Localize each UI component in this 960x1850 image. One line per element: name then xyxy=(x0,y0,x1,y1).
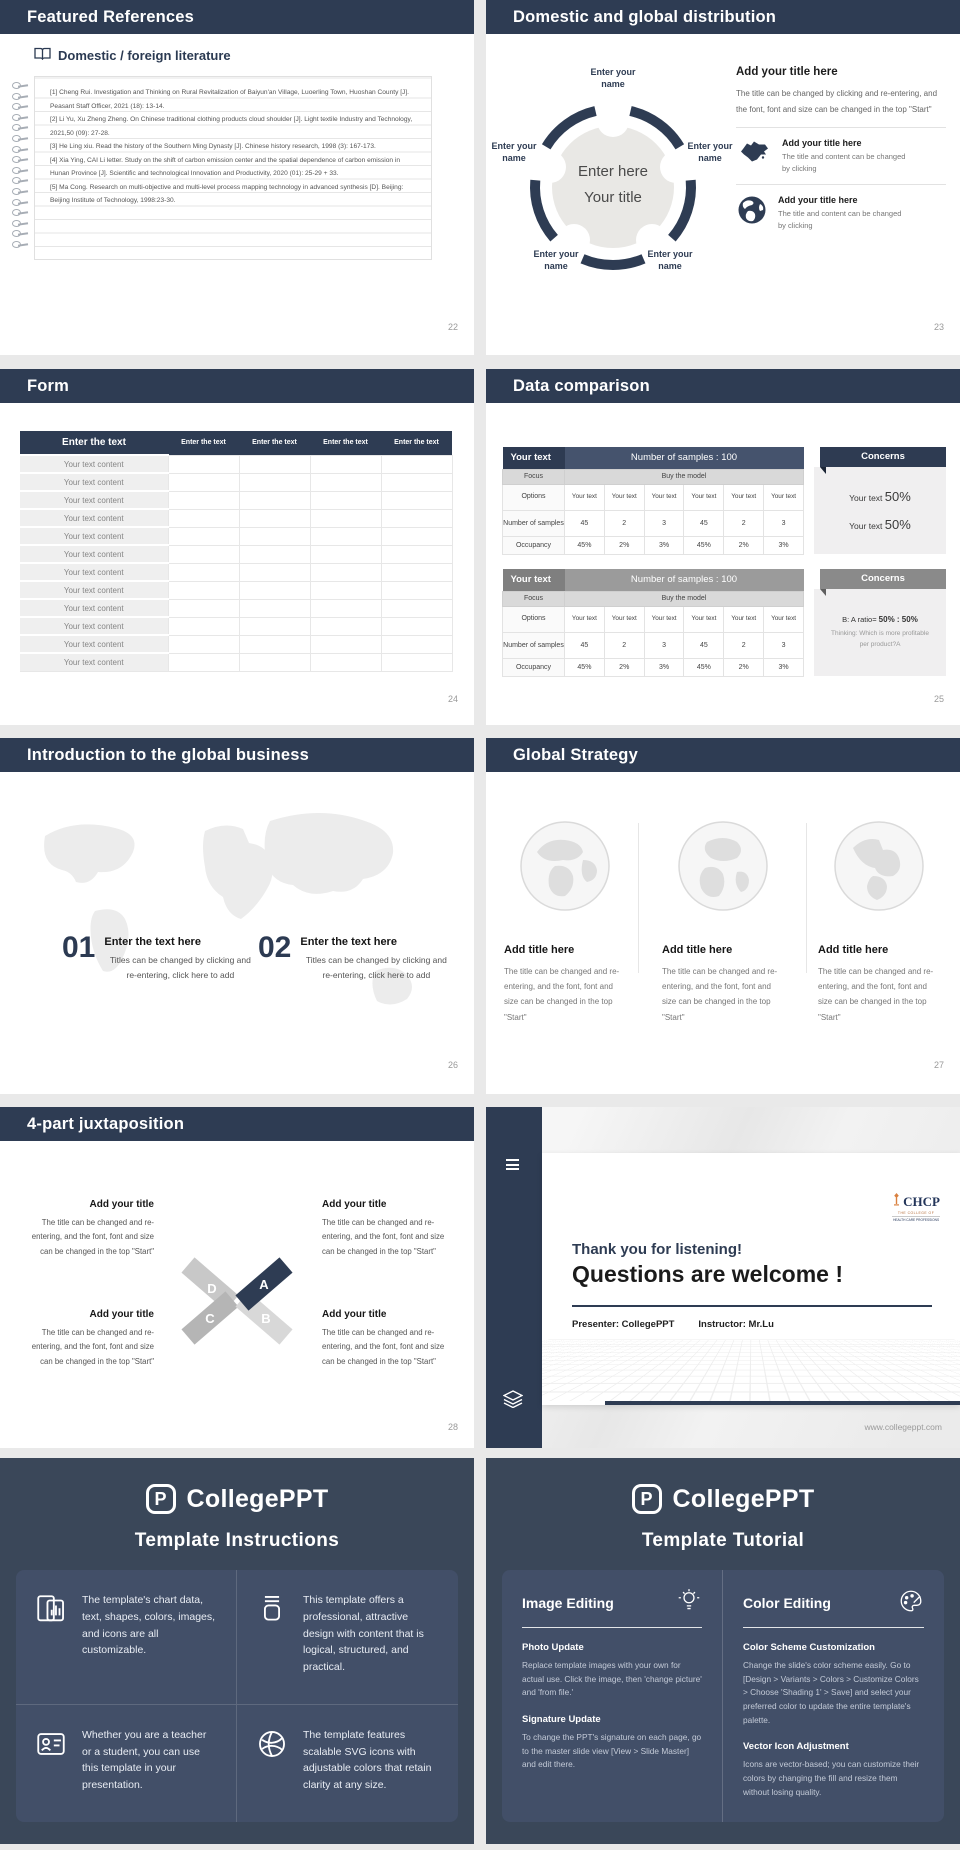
column-heading: Add title here xyxy=(504,944,575,956)
section-body: To change the PPT's signature on each page, go to the master slide view [View > Slide Master] and edit there. xyxy=(522,1732,702,1770)
thank-you-page xyxy=(542,1153,960,1405)
instruction-cell: The template features scalable SVG icons with adjustable colors that retain clarity at any size. xyxy=(237,1705,458,1822)
slide-title: Domestic and global distribution xyxy=(486,0,960,34)
reference-item: [3] He Ling xiu. Read the history of the Southern Ming Dynasty [J]. Chinese history research, 1998 (3): 167-173. xyxy=(50,143,376,150)
table-row: Your text content xyxy=(20,473,452,491)
id-badge-icon xyxy=(34,1727,68,1766)
collegeppt-logo xyxy=(486,1458,960,1514)
list-item xyxy=(736,195,946,231)
table-row: Your text content xyxy=(20,509,452,527)
page-number: 28 xyxy=(447,1422,458,1432)
slide-4-part-juxtaposition[interactable] xyxy=(0,1107,474,1448)
item-body: Titles can be changed by clicking and re-entering, click here to add xyxy=(305,955,447,981)
column-header: Enter the text xyxy=(239,431,310,455)
slide-thank-you[interactable] xyxy=(486,1107,960,1448)
chcp-logo xyxy=(892,1193,940,1222)
section-body: Change the slide's color scheme easily. Go to [Design > Variants > Colors > Customize Colors > Choose 'Shading 1' > Save] and select your preferred color to update the entire template's palette. xyxy=(743,1660,919,1725)
bulb-icon xyxy=(676,1588,702,1617)
collegeppt-logo xyxy=(0,1458,474,1514)
slide-sidebar xyxy=(486,1107,542,1448)
slide-domestic-global-distribution[interactable] xyxy=(486,0,960,355)
section-heading: Color Scheme Customization xyxy=(743,1642,875,1653)
section-heading: Vector Icon Adjustment xyxy=(743,1741,849,1753)
quadrant-top-left: Add your title The title can be changed and re-entering, and the font, font and size can be changed in the top "Start" xyxy=(31,1199,154,1256)
concerns-header: Concerns xyxy=(820,447,946,467)
item-body: The title and content can be changed by clicking xyxy=(782,152,906,173)
thanks-line-1: Thank you for listening! xyxy=(572,1241,743,1258)
concern-line: Your text 50% xyxy=(849,489,911,505)
palette-icon xyxy=(898,1588,924,1617)
concern-ratio: B: A ratio= 50% : 50% xyxy=(842,615,918,625)
table-header: Number of samples : 100 xyxy=(565,447,804,469)
section-heading: Photo Update xyxy=(522,1642,584,1653)
item-body: The title and content can be changed by clicking xyxy=(778,209,902,231)
globe-icon xyxy=(519,820,611,912)
column-body: The title can be changed and re-entering, and the font, font and size can be changed in the top "Start" xyxy=(662,967,778,1022)
panel-heading: Template Instructions xyxy=(134,1530,340,1551)
table-name: Your text xyxy=(503,447,565,469)
instruction-cell: The template's chart data, text, shapes, colors, images, and icons are all customizable. xyxy=(16,1570,237,1705)
x-ribbon-graphic xyxy=(168,1255,306,1352)
reference-item: [4] Xia Ying, CAI Li letter. Study on the shift of carbon emission center and the spatial dependence of carbon emission in Hunan Province [J]. Scientific and technological Innovation and Productivity, 2020 (01): 25-29 + 33. xyxy=(50,156,401,177)
comparison-table-1: Your text Number of samples : 100 Focus Buy the model Options Your text Your text Your text Your text Your text Your text Number of samples 45 2 3 45 2 3 Occupancy 45% 2% 3% 45% 2% 3% xyxy=(502,447,804,555)
globe-icon xyxy=(677,820,769,912)
vector-ball-icon xyxy=(255,1727,289,1766)
slide-featured-references[interactable] xyxy=(0,0,474,355)
page-number: 27 xyxy=(933,1060,944,1070)
item-heading: Enter the text here xyxy=(300,936,397,948)
slide-intro-global-business[interactable] xyxy=(0,738,474,1094)
globe-icon xyxy=(833,820,925,912)
chart-pages-icon xyxy=(34,1592,68,1631)
panel-template-tutorial xyxy=(486,1458,960,1844)
column-heading: Image Editing xyxy=(522,1594,614,1611)
slide-title: Introduction to the global business xyxy=(0,738,474,772)
column-header: Enter the text xyxy=(381,431,452,455)
layers-icon xyxy=(503,1390,523,1413)
wheel-label: Enter your name xyxy=(533,249,579,271)
marker-pen-icon xyxy=(255,1592,289,1631)
concern-note: Thinking: Which is more profitable per product?A xyxy=(831,630,929,648)
slide-form[interactable] xyxy=(0,369,474,725)
block-body: The title can be changed by clicking and re-entering, and the font, font and size can be changed in the top "Start" xyxy=(736,89,938,114)
item-number: 01 xyxy=(62,931,96,964)
item-heading: Add your title here xyxy=(782,138,862,149)
column-heading: Color Editing xyxy=(743,1594,831,1611)
page-number: 26 xyxy=(447,1060,458,1070)
form-table xyxy=(20,431,453,672)
table-header-row xyxy=(20,431,452,455)
slide-title: 4-part juxtaposition xyxy=(0,1107,474,1141)
page-number: 25 xyxy=(933,694,944,704)
china-map-icon xyxy=(736,138,772,171)
slide-title: Data comparison xyxy=(486,369,960,403)
wheel-center-text: Enter here Your title xyxy=(577,163,649,207)
table-row: Your text content xyxy=(20,563,452,581)
wheel-label: Enter your name xyxy=(647,249,693,271)
column-heading: Add title here xyxy=(662,944,733,956)
collegeppt-p-icon: P xyxy=(146,1484,176,1514)
table-row: Your text content xyxy=(20,635,452,653)
table-row: Your text content xyxy=(20,581,452,599)
wireframe-mesh xyxy=(542,1339,960,1401)
page-number: 24 xyxy=(447,694,458,704)
page-number: 23 xyxy=(933,322,944,332)
list-item xyxy=(736,138,946,174)
table-row: Your text content xyxy=(20,545,452,563)
panel-template-instructions xyxy=(0,1458,474,1844)
item-number: 02 xyxy=(258,931,292,964)
tutorial-column-image-editing xyxy=(502,1570,723,1822)
numbered-item xyxy=(258,933,452,984)
column-header: Enter the text xyxy=(168,431,239,455)
table-row: Your text content xyxy=(20,527,452,545)
table-row: Your text content xyxy=(20,653,452,671)
letter-b: B xyxy=(261,1311,271,1326)
concerns-card-2 xyxy=(814,569,946,676)
brand-name: CollegePPT xyxy=(672,1484,815,1513)
column-body: The title can be changed and re-entering, and the font, font and size can be changed in the top "Start" xyxy=(504,967,620,1022)
table-row: Your text content xyxy=(20,455,452,473)
table-row: Your text content xyxy=(20,491,452,509)
column-heading: Add title here xyxy=(818,944,889,956)
spiral-binding-icon xyxy=(12,82,21,252)
concern-line: Your text 50% xyxy=(849,516,911,532)
column-header: Enter the text xyxy=(20,431,168,455)
concerns-card-1 xyxy=(814,447,946,554)
page-number: 22 xyxy=(447,322,458,332)
tutorial-column-color-editing xyxy=(723,1570,944,1822)
globe-icon xyxy=(736,195,768,230)
divider xyxy=(572,1305,932,1307)
thanks-line-2: Questions are welcome ! xyxy=(572,1261,843,1287)
letter-c: C xyxy=(205,1311,215,1326)
website-url: www.collegeppt.com xyxy=(864,1422,942,1432)
quadrant-bottom-right: Add your title The title can be changed and re-entering, and the font, font and size can be changed in the top "Start" xyxy=(322,1309,445,1366)
table-row: Your text content xyxy=(20,599,452,617)
section-heading: Signature Update xyxy=(522,1714,601,1726)
item-heading: Add your title here xyxy=(778,195,858,206)
slide-title: Form xyxy=(0,369,474,403)
wheel-label: Enter your name xyxy=(491,141,537,163)
presenter-label: Presenter: CollegePPT xyxy=(572,1319,675,1330)
section-body: Icons are vector-based; you can customize their colors by changing the fill and resize them without losing quality. xyxy=(743,1759,920,1797)
item-body: Titles can be changed by clicking and re-entering, click here to add xyxy=(109,955,251,981)
panel-heading: Template Tutorial xyxy=(641,1530,805,1551)
slide-data-comparison[interactable] xyxy=(486,369,960,725)
distribution-right-column xyxy=(736,66,946,232)
reference-item: [2] Li Yu, Xu Zheng Zheng. On Chinese traditional clothing products cloud shoulder [J]. Light textile Industry and Technology, 2021,50 (09): 27-28. xyxy=(50,116,413,137)
table-name: Your text xyxy=(503,569,565,591)
letter-d: D xyxy=(207,1281,217,1296)
circle-diagram xyxy=(491,55,734,293)
references-list xyxy=(34,76,432,260)
collegeppt-p-icon: P xyxy=(632,1484,662,1514)
instruction-cell: Whether you are a teacher or a student, you can use this template in your presentation. xyxy=(16,1705,237,1822)
reference-item: [5] Ma Cong. Research on multi-objective and multi-level process mapping technology in advanced synthesis [D]. Beijing: Beijing Institute of Technology, 1998:23-30. xyxy=(50,183,404,204)
brand-name: CollegePPT xyxy=(186,1484,329,1513)
section-heading xyxy=(34,47,231,63)
instructor-label: Instructor: Mr.Lu xyxy=(698,1319,774,1330)
logo-subtitle: HEALTH CARE PROFESSIONS xyxy=(893,1218,940,1222)
instruction-cell: This template offers a professional, attractive design with content that is logical, structured, and practical. xyxy=(237,1570,458,1705)
open-book-icon xyxy=(34,47,51,63)
wheel-label: Enter your name xyxy=(687,141,733,163)
letter-a: A xyxy=(259,1277,269,1292)
quadrant-bottom-left: Add your title The title can be changed and re-entering, and the font, font and size can be changed in the top "Start" xyxy=(31,1309,154,1366)
concerns-header: Concerns xyxy=(820,569,946,589)
slide-title: Global Strategy xyxy=(486,738,960,772)
block-heading: Add your title here xyxy=(736,66,838,78)
strategy-column xyxy=(818,820,940,1025)
section-body: Replace template images with your own for actual use. Click the image, then 'change picture' and 'from file.' xyxy=(522,1660,702,1698)
logo-subtitle: THE COLLEGE OF xyxy=(897,1211,935,1215)
reference-item: [1] Cheng Rui. Investigation and Thinking on Rural Revitalization of Baiyun'an Village, Luoerling Town, Huoshan County [J]. Peasant Staff Officer, 2021 (18): 13-14. xyxy=(50,89,410,110)
strategy-column xyxy=(662,820,784,1025)
quadrant-top-right: Add your title The title can be changed and re-entering, and the font, font and size can be changed in the top "Start" xyxy=(322,1199,445,1256)
torch-icon xyxy=(892,1193,901,1210)
table-header: Number of samples : 100 xyxy=(565,569,804,591)
comparison-table-2: Your text Number of samples : 100 Focus Buy the model Options Your text Your text Your text Your text Your text Your text Number of samples 45 2 3 45 2 3 Occupancy 45% 2% 3% 45% 2% 3% xyxy=(502,569,804,677)
wheel-label: Enter your name xyxy=(590,67,636,89)
menu-icon xyxy=(506,1159,519,1173)
item-heading: Enter the text here xyxy=(104,936,201,948)
column-body: The title can be changed and re-entering, and the font, font and size can be changed in the top "Start" xyxy=(818,967,934,1022)
slide-global-strategy[interactable] xyxy=(486,738,960,1094)
logo-text: CHCP xyxy=(903,1193,940,1209)
slide-title: Featured References xyxy=(0,0,474,34)
column-header: Enter the text xyxy=(310,431,381,455)
section-heading-label: Domestic / foreign literature xyxy=(58,47,231,63)
strategy-column xyxy=(504,820,626,1025)
table-row: Your text content xyxy=(20,617,452,635)
numbered-item xyxy=(62,933,256,984)
